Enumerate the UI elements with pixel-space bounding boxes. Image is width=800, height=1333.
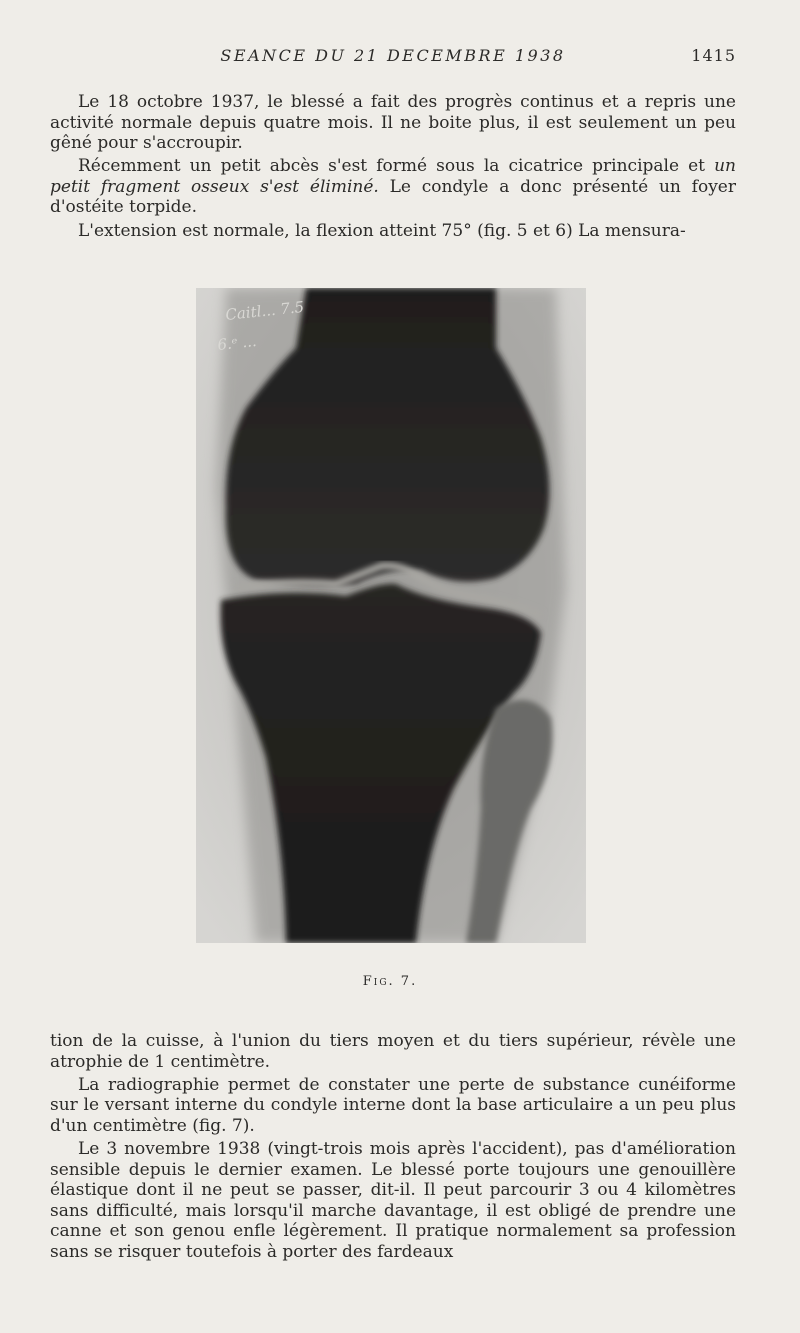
running-head bbox=[50, 46, 736, 70]
page-number: 1415 bbox=[691, 46, 736, 65]
paragraph-text: Récemment un petit abcès s'est formé sous la cicatrice principale et bbox=[78, 156, 715, 177]
body-text-top bbox=[50, 92, 736, 244]
emphasis-text: un petit fragment osseux s'est éliminé. bbox=[50, 156, 736, 197]
body-text-bottom bbox=[50, 1031, 736, 1265]
film-annotation: Caitl... 7.5 bbox=[224, 297, 305, 324]
paragraph: L'extension est normale, la flexion atteint 75° (fig. 5 et 6) La mensura- bbox=[78, 220, 686, 241]
paragraph: tion de la cuisse, à l'union du tiers moyen et du tiers supérieur, révèle une atrophie de 1 centimètre. bbox=[50, 1031, 736, 1072]
paragraph bbox=[50, 156, 736, 218]
paragraph-text: Le condyle a donc présenté un foyer d'ostéite torpide. bbox=[50, 176, 736, 218]
film-annotation: 6.ᵉ ... bbox=[216, 331, 258, 354]
knee-xray-image bbox=[196, 288, 586, 943]
paragraph: Le 3 novembre 1938 (vingt-trois mois après l'accident), pas d'amélioration sensible depuis le dernier examen. Le blessé porte toujours une genouillère élastique dont il ne peut se passer, dit-il. Il peut parcourir 3 ou 4 kilomètres sans difficulté, mais lorsqu'il marche davantage, il est obligé de prendre une canne et son genou enfle légèrement. Il pratique normalement sa profession sans se risquer toutefois à porter des fardeaux bbox=[50, 1138, 736, 1262]
running-title: SEANCE DU 21 DECEMBRE 1938 bbox=[220, 46, 566, 65]
paragraph: La radiographie permet de constater une perte de substance cunéiforme sur le versant interne du condyle interne dont la base articulaire a un peu plus d'un centimètre (fig. 7). bbox=[50, 1074, 736, 1136]
radiograph-figure bbox=[196, 288, 586, 943]
figure-caption: Fig. 7. bbox=[362, 974, 418, 989]
paragraph: Le 18 octobre 1937, le blessé a fait des progrès continus et a repris une activité normale depuis quatre mois. Il ne boite plus, il est seulement un peu gêné pour s'accroupir. bbox=[50, 92, 736, 154]
